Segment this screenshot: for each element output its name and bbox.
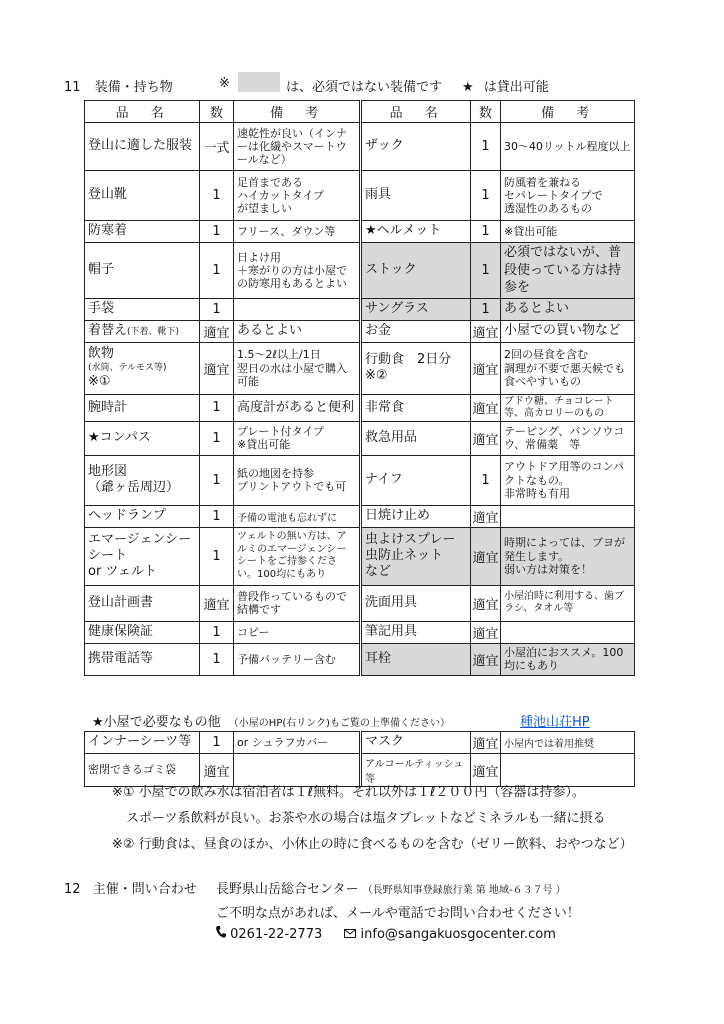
legend-text: は、必須ではない装備です [286,80,443,95]
hut-title: ★小屋で必要なもの他 [92,715,221,730]
item-qty: 1 [471,243,501,299]
item-name: サングラス [361,298,471,320]
contact-message: ご不明な点があれば、メールや電話でお問い合わせください！ [216,906,580,921]
item-name-suffix: (水筒、テルモス等) [88,362,167,373]
table-row [85,643,635,675]
item-qty: 適宜 [471,320,501,342]
item-name: 耳栓 [361,643,471,675]
item-note: 30～40リットル程度以上 [501,123,635,171]
item-note: ツェルトの無い方は、アルミのエマージェンシーシートをご持参ください。100均にもあり [234,527,361,585]
item-name: 防寒着 [85,221,200,243]
gray-legend-swatch [238,72,280,92]
section-number: 11 [64,80,81,95]
item-name-text: 着替え [88,323,128,339]
item-note: 小屋内では着用推奨 [501,732,635,754]
item-note: 2回の昼食を含む 調理が不要で悪天候でも食べやすいもの [501,342,635,394]
item-note: 小屋での買い物など [501,320,635,342]
item-qty: 適宜 [471,621,501,643]
item-qty: 1 [471,123,501,171]
item-note: 普段作っているもので結構です [234,585,361,621]
item-qty: 1 [200,732,234,754]
legend-mark: ※ [219,76,230,91]
item-name: インナーシーツ等 [85,732,200,754]
item-qty: 1 [471,455,501,505]
section-11-heading [64,76,173,95]
item-name-text: 飲物 [88,346,115,362]
item-note: 時期によっては、ブヨが発生します。 弱い方は対策を！ [501,527,635,585]
item-note: アウトドア用等のコンパクトなもの。 非常時も有用 [501,455,635,505]
table-row [85,621,635,643]
note-snacks: ※② 行動食は、昼食のほか、小休止の時に食べるものを含む（ゼリー飲料、おやつなど） [112,837,633,852]
table-row [85,455,635,505]
header-qty: 数 [471,101,501,123]
table-row [85,505,635,527]
table-row [85,421,635,455]
item-qty: 1 [200,527,234,585]
organizer-registration: （長野県知事登録旅行業 第 地域-６３７号 ） [362,885,566,896]
item-note: 防風着を兼ねる セパレートタイプで 透湿性のあるもの [501,171,635,221]
item-qty: 適宜 [471,754,501,787]
item-qty: 適宜 [471,394,501,421]
header-qty: 数 [200,101,234,123]
item-name: 密閉できるゴミ袋 [85,754,200,787]
item-qty: 1 [200,221,234,243]
item-note: 高度計があると便利 [234,394,361,421]
item-note: ※貸出可能 [501,221,635,243]
equipment-table [84,100,635,676]
header-name: 品 名 [85,101,200,123]
item-name: マスク [361,732,471,754]
item-note: 速乾性が良い（インナーは化繊やスマートウールなど） [234,123,361,171]
hut-items-table [84,731,635,787]
organizer [216,878,566,897]
note-drinks: スポーツ系飲料が良い。お茶や水の場合は塩タブレットなどミネラルも一緒に摂る [126,811,606,826]
item-qty: 1 [471,171,501,221]
item-name: 登山計画書 [85,585,200,621]
item-name: 健康保険証 [85,621,200,643]
section-title: 主催・問い合わせ [92,882,197,897]
rental-legend [462,76,549,95]
item-qty: 1 [200,171,234,221]
mail-icon [344,927,356,942]
section-number: 12 [64,882,81,897]
item-name: 筆記用具 [361,621,471,643]
item-qty: 適宜 [471,421,501,455]
item-qty: 適宜 [200,585,234,621]
item-note: 予備の電池も忘れずに [234,505,361,527]
section-12-heading [64,878,197,897]
hut-subtitle: （小屋のHP(右リンク)もご覧の上準備ください） [228,718,450,729]
item-qty: 1 [471,298,501,320]
item-name: 雨具 [361,171,471,221]
item-qty: 1 [200,394,234,421]
table-row [85,171,635,221]
contact-line [216,926,556,942]
item-name: 救急用品 [361,421,471,455]
item-note: 予備バッテリー含む [234,643,361,675]
item-name-suffix: (下着、靴下) [127,327,180,338]
item-name-text: 行動食 2日分 [365,351,452,367]
section-title: 装備・持ち物 [94,80,173,95]
item-note: ブドウ糖、チョコレート等、高カロリーのもの [501,394,635,421]
item-note: 必須ではないが、普段使っている方は持参を [501,243,635,299]
item-note: フリース、ダウン等 [234,221,361,243]
table-row [85,243,635,299]
item-name-note: ※① [88,373,111,389]
item-qty: 1 [200,621,234,643]
item-name: アルコールティッシュ等 [361,754,471,787]
item-note [501,505,635,527]
table-row [85,342,635,394]
rental-text: は貸出可能 [483,80,549,95]
item-qty: 1 [200,643,234,675]
item-name: 非常食 [361,394,471,421]
item-qty: 適宜 [471,342,501,394]
item-name: ザック [361,123,471,171]
item-qty: 1 [200,421,234,455]
item-note: あるとよい [501,298,635,320]
item-name: 日焼け止め [361,505,471,527]
item-note [234,298,361,320]
hut-website-link[interactable]: 種池山荘HP [520,715,590,730]
item-name: ★コンパス [85,421,200,455]
phone-icon [216,926,226,942]
item-name: エマージェンシーシート or ツェルト [85,527,200,585]
item-qty: 適宜 [471,643,501,675]
item-name [85,342,200,394]
item-name: 登山に適した服装 [85,123,200,171]
item-note: or シュラフカバー [234,732,361,754]
item-note: 小屋泊におススメ。100均にもあり [501,643,635,675]
item-name: お金 [361,320,471,342]
item-qty: 適宜 [200,754,234,787]
table-row [85,527,635,585]
item-note: 小屋泊時に利用する、歯ブラシ、タオル等 [501,585,635,621]
item-qty: 適宜 [471,585,501,621]
item-qty: 適宜 [471,732,501,754]
item-name: 帽子 [85,243,200,299]
item-name: ★ヘルメット [361,221,471,243]
item-name: 地形図 （爺ヶ岳周辺） [85,455,200,505]
note-water: ※① 小屋での飲み水は宿泊者は１ℓ無料。それ以外は１ℓ２００円（容器は持参）。 [112,785,585,800]
phone-number[interactable]: 0261-22-2773 [230,927,323,942]
item-qty: 適宜 [200,320,234,342]
item-note: プレート付タイプ ※貸出可能 [234,421,361,455]
table-row [85,732,635,754]
item-note: コピー [234,621,361,643]
email-address[interactable]: info@sangakuosgocenter.com [360,927,556,942]
item-name: 腕時計 [85,394,200,421]
item-note: 日よけ用 ＋寒がりの方は小屋での防寒用もあるとよい [234,243,361,299]
item-name [361,342,471,394]
star-icon: ★ [462,80,474,95]
item-note [501,621,635,643]
table-row [85,585,635,621]
item-name: 虫よけスプレー 虫防止ネット など [361,527,471,585]
item-qty: 適宜 [200,342,234,394]
item-qty: 1 [200,455,234,505]
item-qty: 1 [471,221,501,243]
table-row [85,298,635,320]
header-name: 品 名 [361,101,471,123]
item-qty: 適宜 [471,505,501,527]
item-qty: 1 [200,298,234,320]
item-qty: 1 [200,243,234,299]
table-header-row [85,101,635,123]
header-note: 備 考 [234,101,361,123]
item-name [85,320,200,342]
hut-heading [92,711,450,730]
item-note: 1.5～2ℓ以上/1日 翌日の水は小屋で購入可能 [234,342,361,394]
header-note: 備 考 [501,101,635,123]
item-name: 手袋 [85,298,200,320]
item-name-note: ※② [365,368,388,384]
item-name: 登山靴 [85,171,200,221]
table-row [85,320,635,342]
item-name: ヘッドランプ [85,505,200,527]
item-note: 紙の地図を持参 プリントアウトでも可 [234,455,361,505]
table-row [85,394,635,421]
item-name: 携帯電話等 [85,643,200,675]
item-note: 足首まである ハイカットタイプ が望ましい [234,171,361,221]
item-name: ナイフ [361,455,471,505]
item-note: テーピング、バンソウコウ、常備薬 等 [501,421,635,455]
item-name: 洗面用具 [361,585,471,621]
item-name: ストック [361,243,471,299]
table-row [85,123,635,171]
item-note: あるとよい [234,320,361,342]
item-qty: 1 [200,505,234,527]
table-row [85,221,635,243]
item-qty: 一式 [200,123,234,171]
item-qty: 適宜 [471,527,501,585]
organizer-name: 長野県山岳総合センター [216,882,359,897]
